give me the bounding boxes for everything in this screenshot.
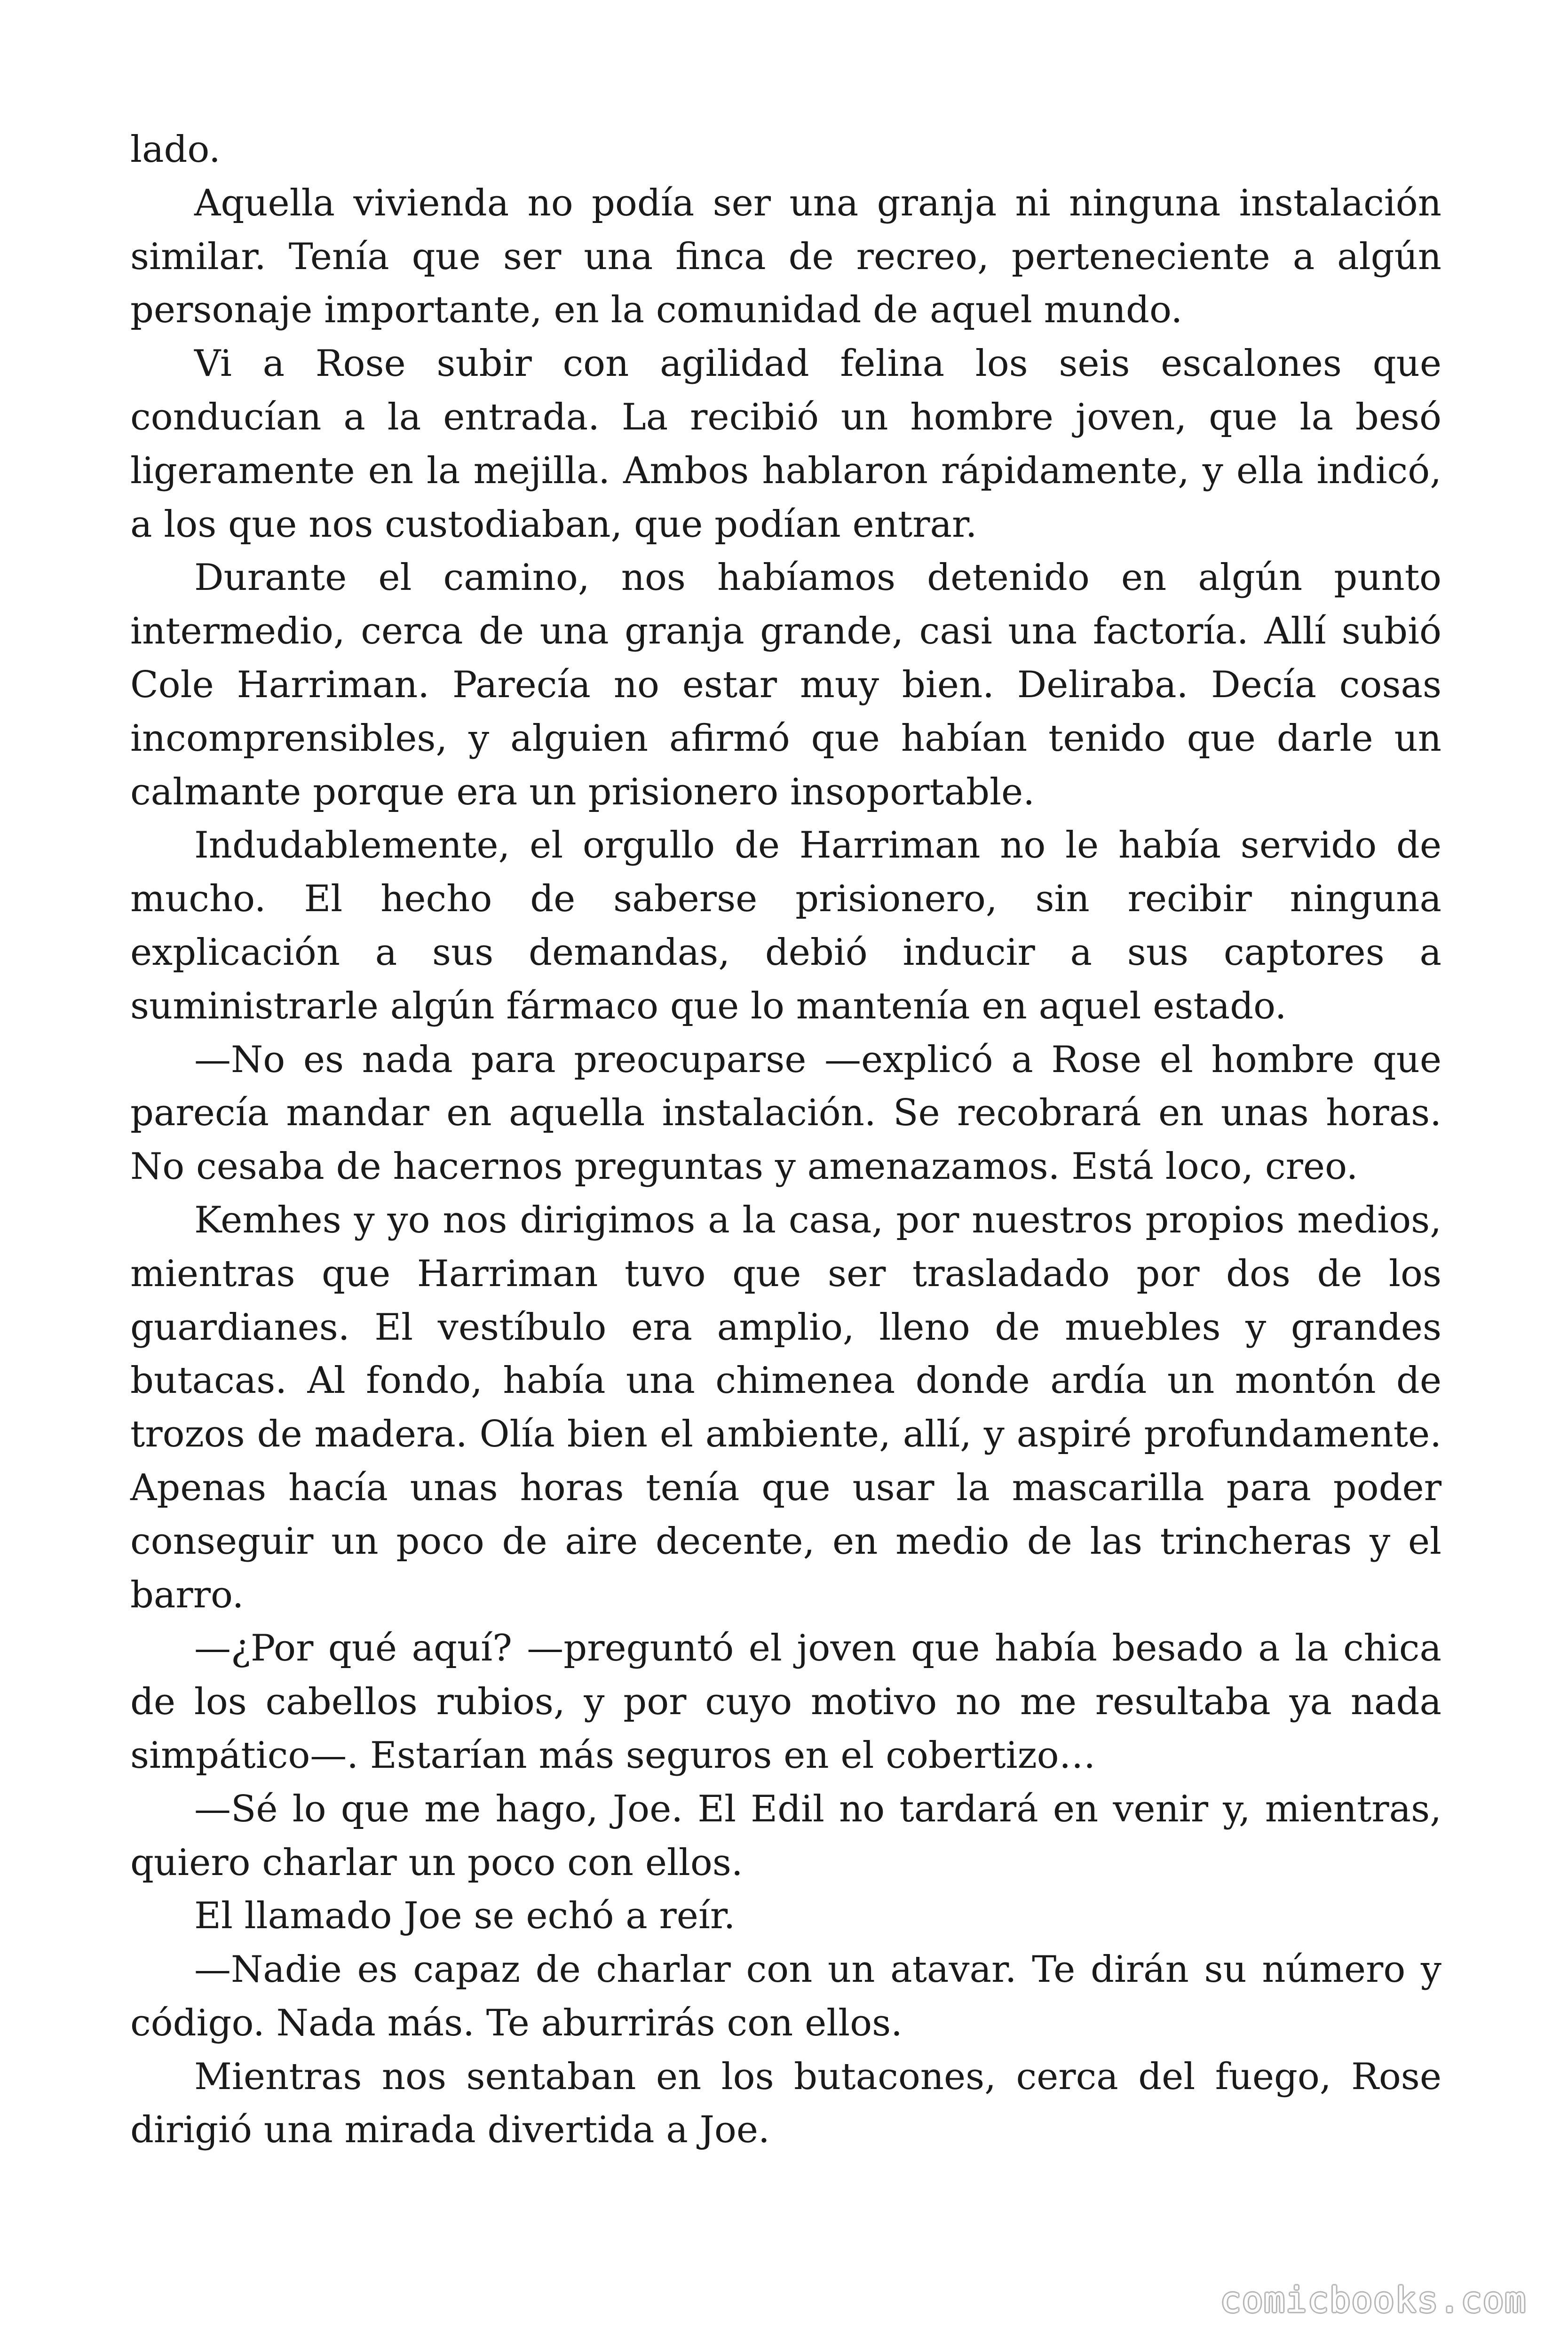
paragraph: Kemhes y yo nos dirigimos a la casa, por nuestros propios medios, mientras que Harriman tuvo que ser trasladado por dos de los guardianes. El vestíbulo era amplio, lleno de muebles y grandes butacas. Al fondo, había una chimenea donde ardía un montón de trozos de madera. Olía bien el ambiente, allí, y aspiré profundamente. Apenas hacía unas horas tenía que usar la mascarilla para poder conseguir un poco de aire decente, en medio de las trincheras y el barro. (130, 1199, 1441, 1616)
paragraph: Durante el camino, nos habíamos detenido en algún punto intermedio, cerca de una granja grande, casi una factoría. Allí subió Cole Harriman. Parecía no estar muy bien. Deliraba. Decía cosas incomprensibles, y alguien afirmó que habían tenido que darle un calmante porque era un prisionero insoportable. (130, 556, 1441, 813)
paragraph: lado. (130, 128, 221, 171)
watermark: comicbooks.com (1220, 2280, 1527, 2320)
body-text (130, 123, 1441, 2157)
paragraph: Mientras nos sentaban en los butacones, cerca del fuego, Rose dirigió una mirada divertida a Joe. (130, 2055, 1441, 2152)
paragraph: —Nadie es capaz de charlar con un atavar. Te dirán su número y código. Nada más. Te aburrirás con ellos. (130, 1948, 1441, 2044)
paragraph: —Sé lo que me hago, Joe. El Edil no tardará en venir y, mientras, quiero charlar un poco con ellos. (130, 1788, 1441, 1884)
paragraph: —No es nada para preocuparse —explicó a Rose el hombre que parecía mandar en aquella instalación. Se recobrará en unas horas. No cesaba de hacernos preguntas y amenazamos. Está loco, creo. (130, 1038, 1441, 1188)
paragraph: —¿Por qué aquí? —preguntó el joven que había besado a la chica de los cabellos rubios, y por cuyo motivo no me resultaba ya nada simpático—. Estarían más seguros en el cobertizo… (130, 1627, 1441, 1777)
paragraph: Vi a Rose subir con agilidad felina los seis escalones que conducían a la entrada. La recibió un hombre joven, que la besó ligeramente en la mejilla. Ambos hablaron rápidamente, y ella indicó, a los que nos custodiaban, que podían entrar. (130, 342, 1441, 546)
paragraph: El llamado Joe se echó a reír. (194, 1895, 736, 1938)
paragraph: Indudablemente, el orgullo de Harriman no le había servido de mucho. El hecho de saberse prisionero, sin recibir ninguna explicación a sus demandas, debió inducir a sus captores a suministrarle algún fármaco que lo mantenía en aquel estado. (130, 824, 1441, 1027)
paragraph: Aquella vivienda no podía ser una granja ni ninguna instalación similar. Tenía que ser una finca de recreo, perteneciente a algún personaje importante, en la comunidad de aquel mundo. (130, 182, 1441, 332)
